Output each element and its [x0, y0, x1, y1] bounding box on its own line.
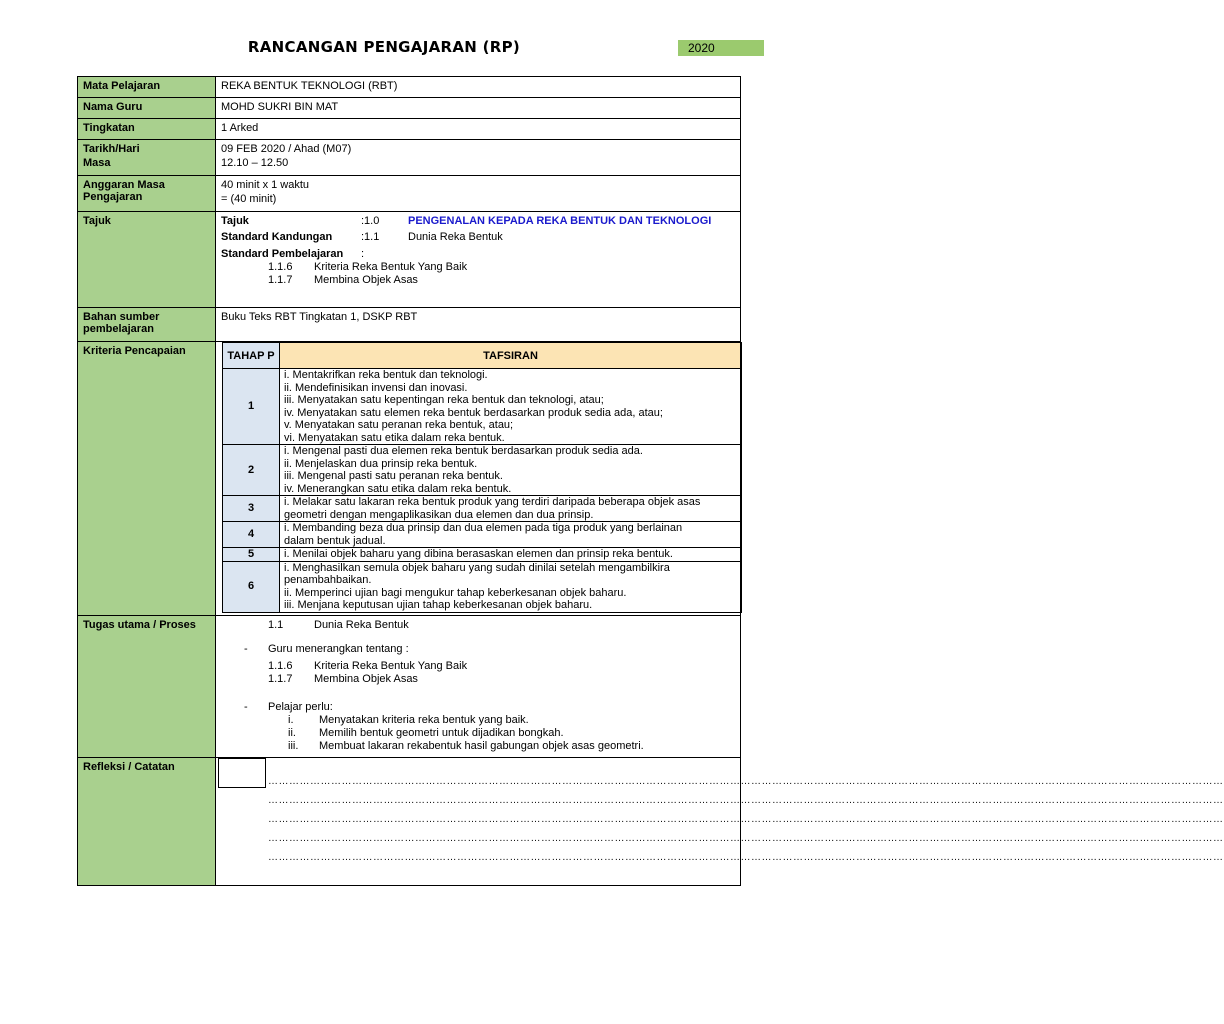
value-teacher: MOHD SUKRI BIN MAT	[216, 98, 741, 119]
reflection-box[interactable]	[218, 758, 266, 788]
task-num: 1.1	[268, 618, 284, 631]
task-pelajar: Pelajar perlu:	[268, 700, 333, 713]
criteria-row	[223, 522, 742, 548]
year-badge: 2020	[678, 40, 764, 56]
criteria-line: ii. Memperinci ujian bagi mengukur tahap keberkesanan objek baharu.	[284, 586, 627, 599]
label-duration: Anggaran Masa Pengajaran	[78, 176, 216, 212]
criteria-line: ii. Mendefinisikan invensi dan inovasi.	[284, 381, 468, 394]
criteria-line: dalam bentuk jadual.	[284, 534, 386, 547]
criteria-description	[280, 369, 742, 445]
task-value: Dunia Reka Bentuk	[314, 618, 409, 631]
sp1-value: Kriteria Reka Bentuk Yang Baik	[314, 261, 468, 273]
criteria-row	[223, 561, 742, 612]
task-g1-value: Kriteria Reka Bentuk Yang Baik	[314, 659, 468, 672]
sk-key: Standard Kandungan	[221, 231, 333, 243]
label-criteria: Kriteria Pencapaian	[78, 342, 216, 616]
criteria-header-tafsiran: TAFSIRAN	[280, 343, 742, 369]
sp2-value: Membina Objek Asas	[314, 274, 418, 286]
label-topic: Tajuk	[78, 212, 216, 308]
criteria-line: iv. Menyatakan satu elemen reka bentuk berdasarkan produk sedia ada, atau;	[284, 406, 663, 419]
reflection-dotted-line: …………………………………………………………………………………………………………………………………………………………………………………………………………………………………………………	[268, 832, 1224, 844]
label-date: Tarikh/Hari	[83, 143, 140, 155]
value-level: 1 Arked	[216, 119, 741, 140]
criteria-level: 4	[223, 522, 280, 548]
criteria-table	[222, 342, 742, 613]
value-subject: REKA BENTUK TEKNOLOGI (RBT)	[216, 77, 741, 98]
value-date-time	[216, 140, 741, 176]
value-criteria	[216, 342, 741, 616]
criteria-level: 1	[223, 369, 280, 445]
duration-line-2: = (40 minit)	[221, 193, 277, 205]
sk-num: :1.1	[361, 231, 380, 243]
criteria-level: 6	[223, 561, 280, 612]
criteria-line: i. Membanding beza dua prinsip dan dua elemen pada tiga produk yang berlainan	[284, 522, 683, 534]
tajuk-key: Tajuk	[221, 215, 249, 227]
label-time: Masa	[83, 157, 111, 169]
sp-colon: :	[361, 248, 365, 260]
task-p2-value: Memilih bentuk geometri untuk dijadikan bongkah.	[319, 726, 564, 739]
duration-line-1: 40 minit x 1 waktu	[221, 179, 310, 191]
label-materials: Bahan sumber pembelajaran	[78, 308, 216, 342]
criteria-description	[280, 548, 742, 562]
label-reflection: Refleksi / Catatan	[78, 757, 216, 885]
task-dash-2: -	[244, 700, 248, 713]
sk-value: Dunia Reka Bentuk	[408, 231, 503, 243]
criteria-line: iii. Mengenal pasti satu peranan reka bentuk.	[284, 470, 503, 482]
reflection-dotted-line: …………………………………………………………………………………………………………………………………………………………………………………………………………………………………………………	[268, 794, 1224, 806]
criteria-description	[280, 445, 742, 496]
task-p2-num: ii.	[288, 726, 296, 739]
criteria-row	[223, 369, 742, 445]
criteria-line: i. Menghasilkan semula objek baharu yang sudah dinilai setelah mengambilkira	[284, 561, 670, 574]
criteria-row	[223, 548, 742, 562]
criteria-header-tahap: TAHAP P	[223, 343, 280, 369]
criteria-line: ii. Menjelaskan dua prinsip reka bentuk.	[284, 457, 478, 470]
criteria-level: 5	[223, 548, 280, 562]
label-subject: Mata Pelajaran	[78, 77, 216, 98]
task-p1-value: Menyatakan kriteria reka bentuk yang baik.	[319, 713, 529, 726]
criteria-line: iii. Menyatakan satu kepentingan reka bentuk dan teknologi, atau;	[284, 394, 604, 406]
criteria-level: 2	[223, 445, 280, 496]
page-title: RANCANGAN PENGAJARAN (RP)	[247, 38, 521, 56]
value-reflection	[216, 757, 1224, 885]
task-g1-num: 1.1.6	[268, 659, 293, 672]
task-g2-num: 1.1.7	[268, 672, 293, 685]
value-time: 12.10 – 12.50	[221, 157, 289, 169]
criteria-description	[280, 561, 742, 612]
value-duration	[216, 176, 741, 212]
tajuk-value: PENGENALAN KEPADA REKA BENTUK DAN TEKNOLOGI	[408, 215, 712, 227]
criteria-description	[280, 496, 742, 522]
label-level: Tingkatan	[78, 119, 216, 140]
reflection-dotted-line: …………………………………………………………………………………………………………………………………………………………………………………………………………………………………………………	[268, 813, 1224, 825]
criteria-row	[223, 496, 742, 522]
value-materials: Buku Teks RBT Tingkatan 1, DSKP RBT	[216, 308, 741, 342]
task-g2-value: Membina Objek Asas	[314, 672, 418, 685]
criteria-description	[280, 522, 742, 548]
value-tasks	[216, 615, 741, 757]
reflection-dotted-line: …………………………………………………………………………………………………………………………………………………………………………………………………………………………………………………	[268, 775, 1224, 787]
task-dash-1: -	[244, 642, 248, 655]
task-p3-num: iii.	[288, 739, 299, 752]
value-topic	[216, 212, 741, 308]
value-date: 09 FEB 2020 / Ahad (M07)	[221, 143, 352, 155]
task-guru: Guru menerangkan tentang :	[268, 642, 409, 655]
criteria-row	[223, 445, 742, 496]
task-p3-value: Membuat lakaran rekabentuk hasil gabungan objek asas geometri.	[319, 739, 644, 752]
criteria-line: v. Menyatakan satu peranan reka bentuk, atau;	[284, 419, 514, 431]
tajuk-num: :1.0	[361, 215, 380, 227]
criteria-line: i. Mengenal pasti dua elemen reka bentuk berdasarkan produk sedia ada.	[284, 445, 643, 457]
label-teacher: Nama Guru	[78, 98, 216, 119]
criteria-line: geometri dengan mengaplikasikan dua elemen dan dua prinsip.	[284, 508, 594, 521]
lesson-plan-table	[77, 76, 1224, 886]
criteria-line: i. Melakar satu lakaran reka bentuk produk yang terdiri daripada beberapa objek asas	[284, 496, 701, 508]
reflection-dotted-line: …………………………………………………………………………………………………………………………………………………………………………………………………………………………………………………	[268, 851, 1224, 863]
criteria-line: vi. Menyatakan satu etika dalam reka bentuk.	[284, 431, 505, 444]
sp1-num: 1.1.6	[268, 261, 293, 273]
sp2-num: 1.1.7	[268, 274, 293, 286]
criteria-level: 3	[223, 496, 280, 522]
label-date-time	[78, 140, 216, 176]
task-p1-num: i.	[288, 713, 294, 726]
criteria-line: i. Mentakrifkan reka bentuk dan teknologi.	[284, 369, 488, 381]
label-tasks: Tugas utama / Proses	[78, 615, 216, 757]
criteria-line: penambahbaikan.	[284, 574, 372, 586]
criteria-line: i. Menilai objek baharu yang dibina berasaskan elemen dan prinsip reka bentuk.	[284, 548, 673, 560]
sp-key: Standard Pembelajaran	[221, 248, 344, 260]
criteria-line: iv. Menerangkan satu etika dalam reka bentuk.	[284, 482, 512, 495]
criteria-line: iii. Menjana keputusan ujian tahap keberkesanan objek baharu.	[284, 599, 593, 611]
